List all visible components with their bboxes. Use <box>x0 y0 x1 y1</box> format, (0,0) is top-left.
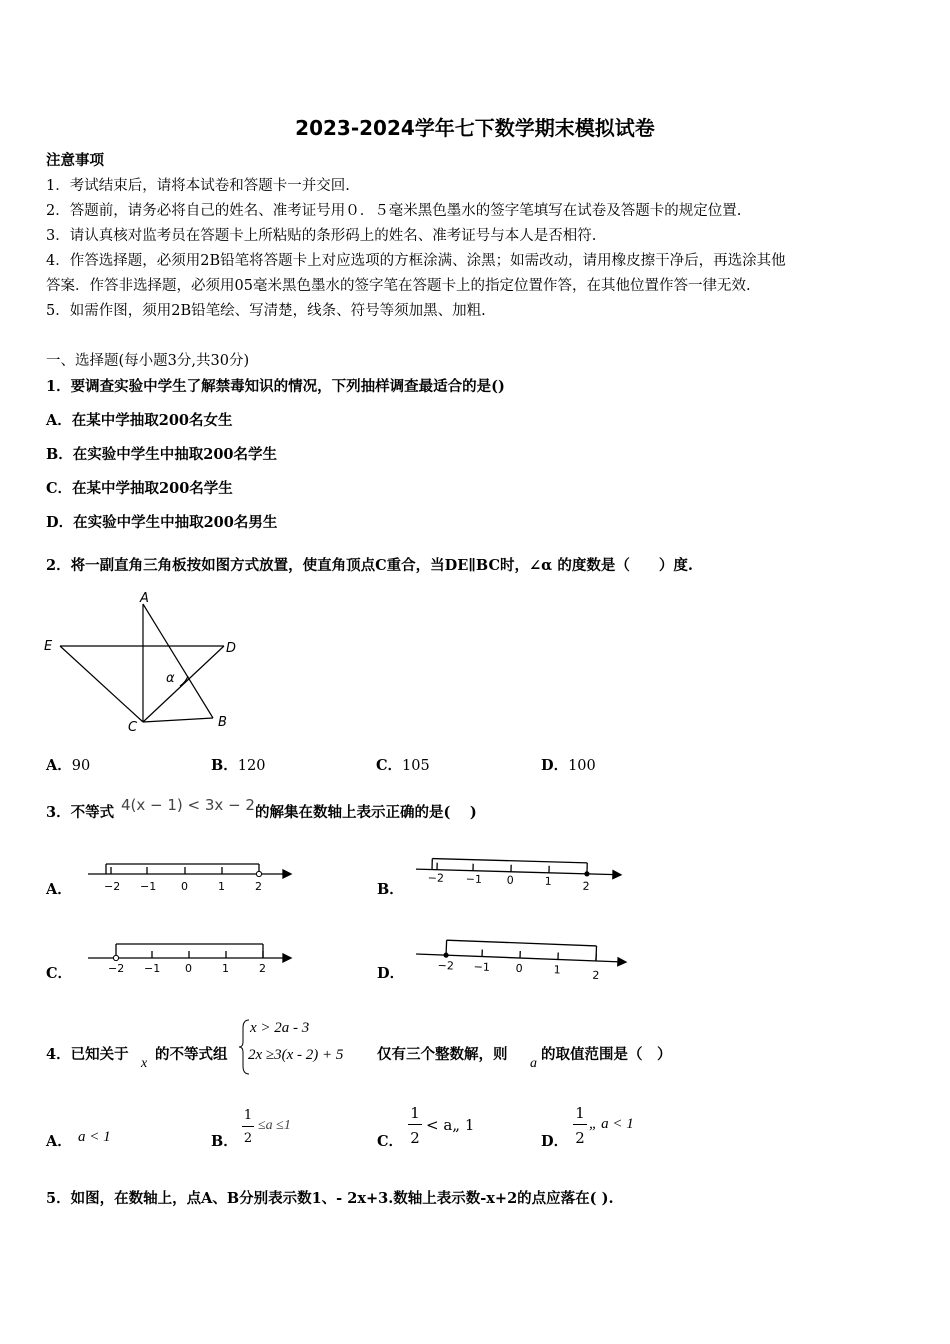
tick-label: −1 <box>144 962 161 975</box>
q4-option-c-den: 2 <box>410 1129 420 1147</box>
tick-label: −2 <box>104 880 121 893</box>
fraction-bar <box>408 1124 422 1125</box>
tick-label: −2 <box>108 962 125 975</box>
q3-option-d: D． <box>377 965 405 982</box>
tick-label: 1 <box>222 962 229 975</box>
question-3-stem-suffix: 的解集在数轴上表示正确的是( ) <box>255 804 477 821</box>
tick-label: 2 <box>582 879 590 893</box>
tick-label: −1 <box>140 880 157 893</box>
q4-option-d-num: 1 <box>575 1104 585 1122</box>
tick-label: 2 <box>255 880 262 893</box>
triangle-figure <box>40 590 250 740</box>
q4-option-c-num: 1 <box>410 1104 420 1122</box>
fraction-bar <box>573 1124 587 1125</box>
page-title: 2023-2024学年七下数学期末模拟试卷 <box>295 116 655 140</box>
number-line-c <box>80 936 300 978</box>
question-4-stem-suffix: 仅有三个整数解，则 <box>377 1046 508 1063</box>
fraction-bar <box>242 1126 254 1127</box>
q4-option-a-expr: a < 1 <box>78 1129 111 1145</box>
q4-option-b-letter: B． <box>211 1133 238 1150</box>
tick-label: 1 <box>218 880 225 893</box>
q3-option-b: B． <box>377 881 404 898</box>
tick-label: −1 <box>465 872 483 886</box>
tick-label: −2 <box>437 958 455 973</box>
q4-option-d-rest: „ a < 1 <box>589 1116 634 1132</box>
tick-label: −1 <box>473 960 491 974</box>
question-4-stem-mid: 的不等式组 <box>155 1046 228 1063</box>
question-3-inequality: 4(x − 1) < 3x − 2 <box>121 796 255 814</box>
tick-label: 0 <box>185 962 192 975</box>
q4-option-b-rest: ≤a ≤1 <box>258 1118 291 1133</box>
tick-label: 2 <box>259 962 266 975</box>
question-4-var-x: x <box>141 1056 148 1071</box>
section-heading: 一、选择题(每小题3分,共30分) <box>46 353 250 369</box>
label-b: B <box>218 715 227 730</box>
system-line-1: x > 2a - 3 <box>250 1020 310 1036</box>
notice-item: 5．如需作图，须用2B铅笔绘、写清楚，线条、符号等须加黑、加粗. <box>46 303 486 319</box>
q4-option-c-letter: C． <box>377 1133 404 1150</box>
q1-option-c: C．在某中学抽取200名学生 <box>46 480 233 497</box>
question-2-stem: 2．将一副直角三角板按如图方式放置，使直角顶点C重合，当DE∥BC时，∠α 的度数是（ ）度. <box>46 557 693 574</box>
q3-option-a: A． <box>46 881 72 898</box>
q4-option-b-den: 2 <box>243 1131 253 1146</box>
notice-heading: 注意事项 <box>46 152 104 169</box>
question-1-stem: 1．要调查实验中学生了解禁毒知识的情况，下列抽样调查最适合的是() <box>46 378 505 395</box>
label-alpha: α <box>166 671 175 686</box>
q3-option-c: C． <box>46 965 73 982</box>
question-4-var-a: a <box>530 1056 537 1071</box>
question-3-stem-prefix: 3．不等式 <box>46 804 115 821</box>
notice-item: 4．作答选择题，必须用2B铅笔将答题卡上对应选项的方框涂满、涂黑；如需改动，请用橡皮擦干净后，再选涂其他 <box>46 253 786 269</box>
q4-option-c-rest: < a„ 1 <box>426 1116 475 1134</box>
q1-option-d: D．在实验中学生中抽取200名男生 <box>46 514 278 531</box>
tick-label: 1 <box>544 874 552 888</box>
q2-option-a: A．90 <box>46 757 91 774</box>
q1-option-b: B．在实验中学生中抽取200名学生 <box>46 446 278 463</box>
system-line-2: 2x ≥3(x - 2) + 5 <box>248 1047 344 1063</box>
number-line-b <box>410 848 630 894</box>
label-a: A <box>140 591 149 606</box>
tick-label: 0 <box>506 873 514 887</box>
notice-item: 1．考试结束后，请将本试卷和答题卡一并交回. <box>46 178 350 194</box>
q4-option-d-letter: D． <box>541 1133 569 1150</box>
tick-label: −2 <box>427 871 445 885</box>
question-4-stem-end: 的取值范围是（ ） <box>541 1046 672 1063</box>
tick-label: 2 <box>592 968 600 983</box>
tick-label: 0 <box>515 961 523 976</box>
label-e: E <box>44 639 53 654</box>
question-5-stem: 5．如图，在数轴上，点A、B分别表示数1、- 2x+3.数轴上表示数-x+2的点应落在( ). <box>46 1190 614 1207</box>
notice-item: 答案．作答非选择题，必须用05毫米黑色墨水的签字笔在答题卡上的指定位置作答，在其他位置作答一律无效. <box>46 278 751 294</box>
number-line-a <box>80 852 300 894</box>
q4-option-b-num: 1 <box>243 1108 253 1123</box>
q4-option-d-den: 2 <box>575 1129 585 1147</box>
q2-option-c: C．105 <box>376 757 430 774</box>
label-d: D <box>226 641 237 656</box>
notice-item: 3．请认真核对监考员在答题卡上所粘贴的条形码上的姓名、准考证号与本人是否相符. <box>46 228 597 244</box>
q2-option-b: B．120 <box>211 757 266 774</box>
q1-option-a: A．在某中学抽取200名女生 <box>46 412 233 429</box>
q2-option-d: D．100 <box>541 757 596 774</box>
q4-option-a-letter: A． <box>46 1133 72 1150</box>
question-4-stem-prefix: 4．已知关于 <box>46 1046 129 1063</box>
label-c: C <box>128 720 138 735</box>
number-line-d <box>410 936 636 986</box>
notice-item: 2．答题前，请务必将自己的姓名、准考证号用０．５毫米黑色墨水的签字笔填写在试卷及答题卡的规定位置. <box>46 203 742 219</box>
tick-label: 0 <box>181 880 188 893</box>
tick-label: 1 <box>553 963 561 977</box>
